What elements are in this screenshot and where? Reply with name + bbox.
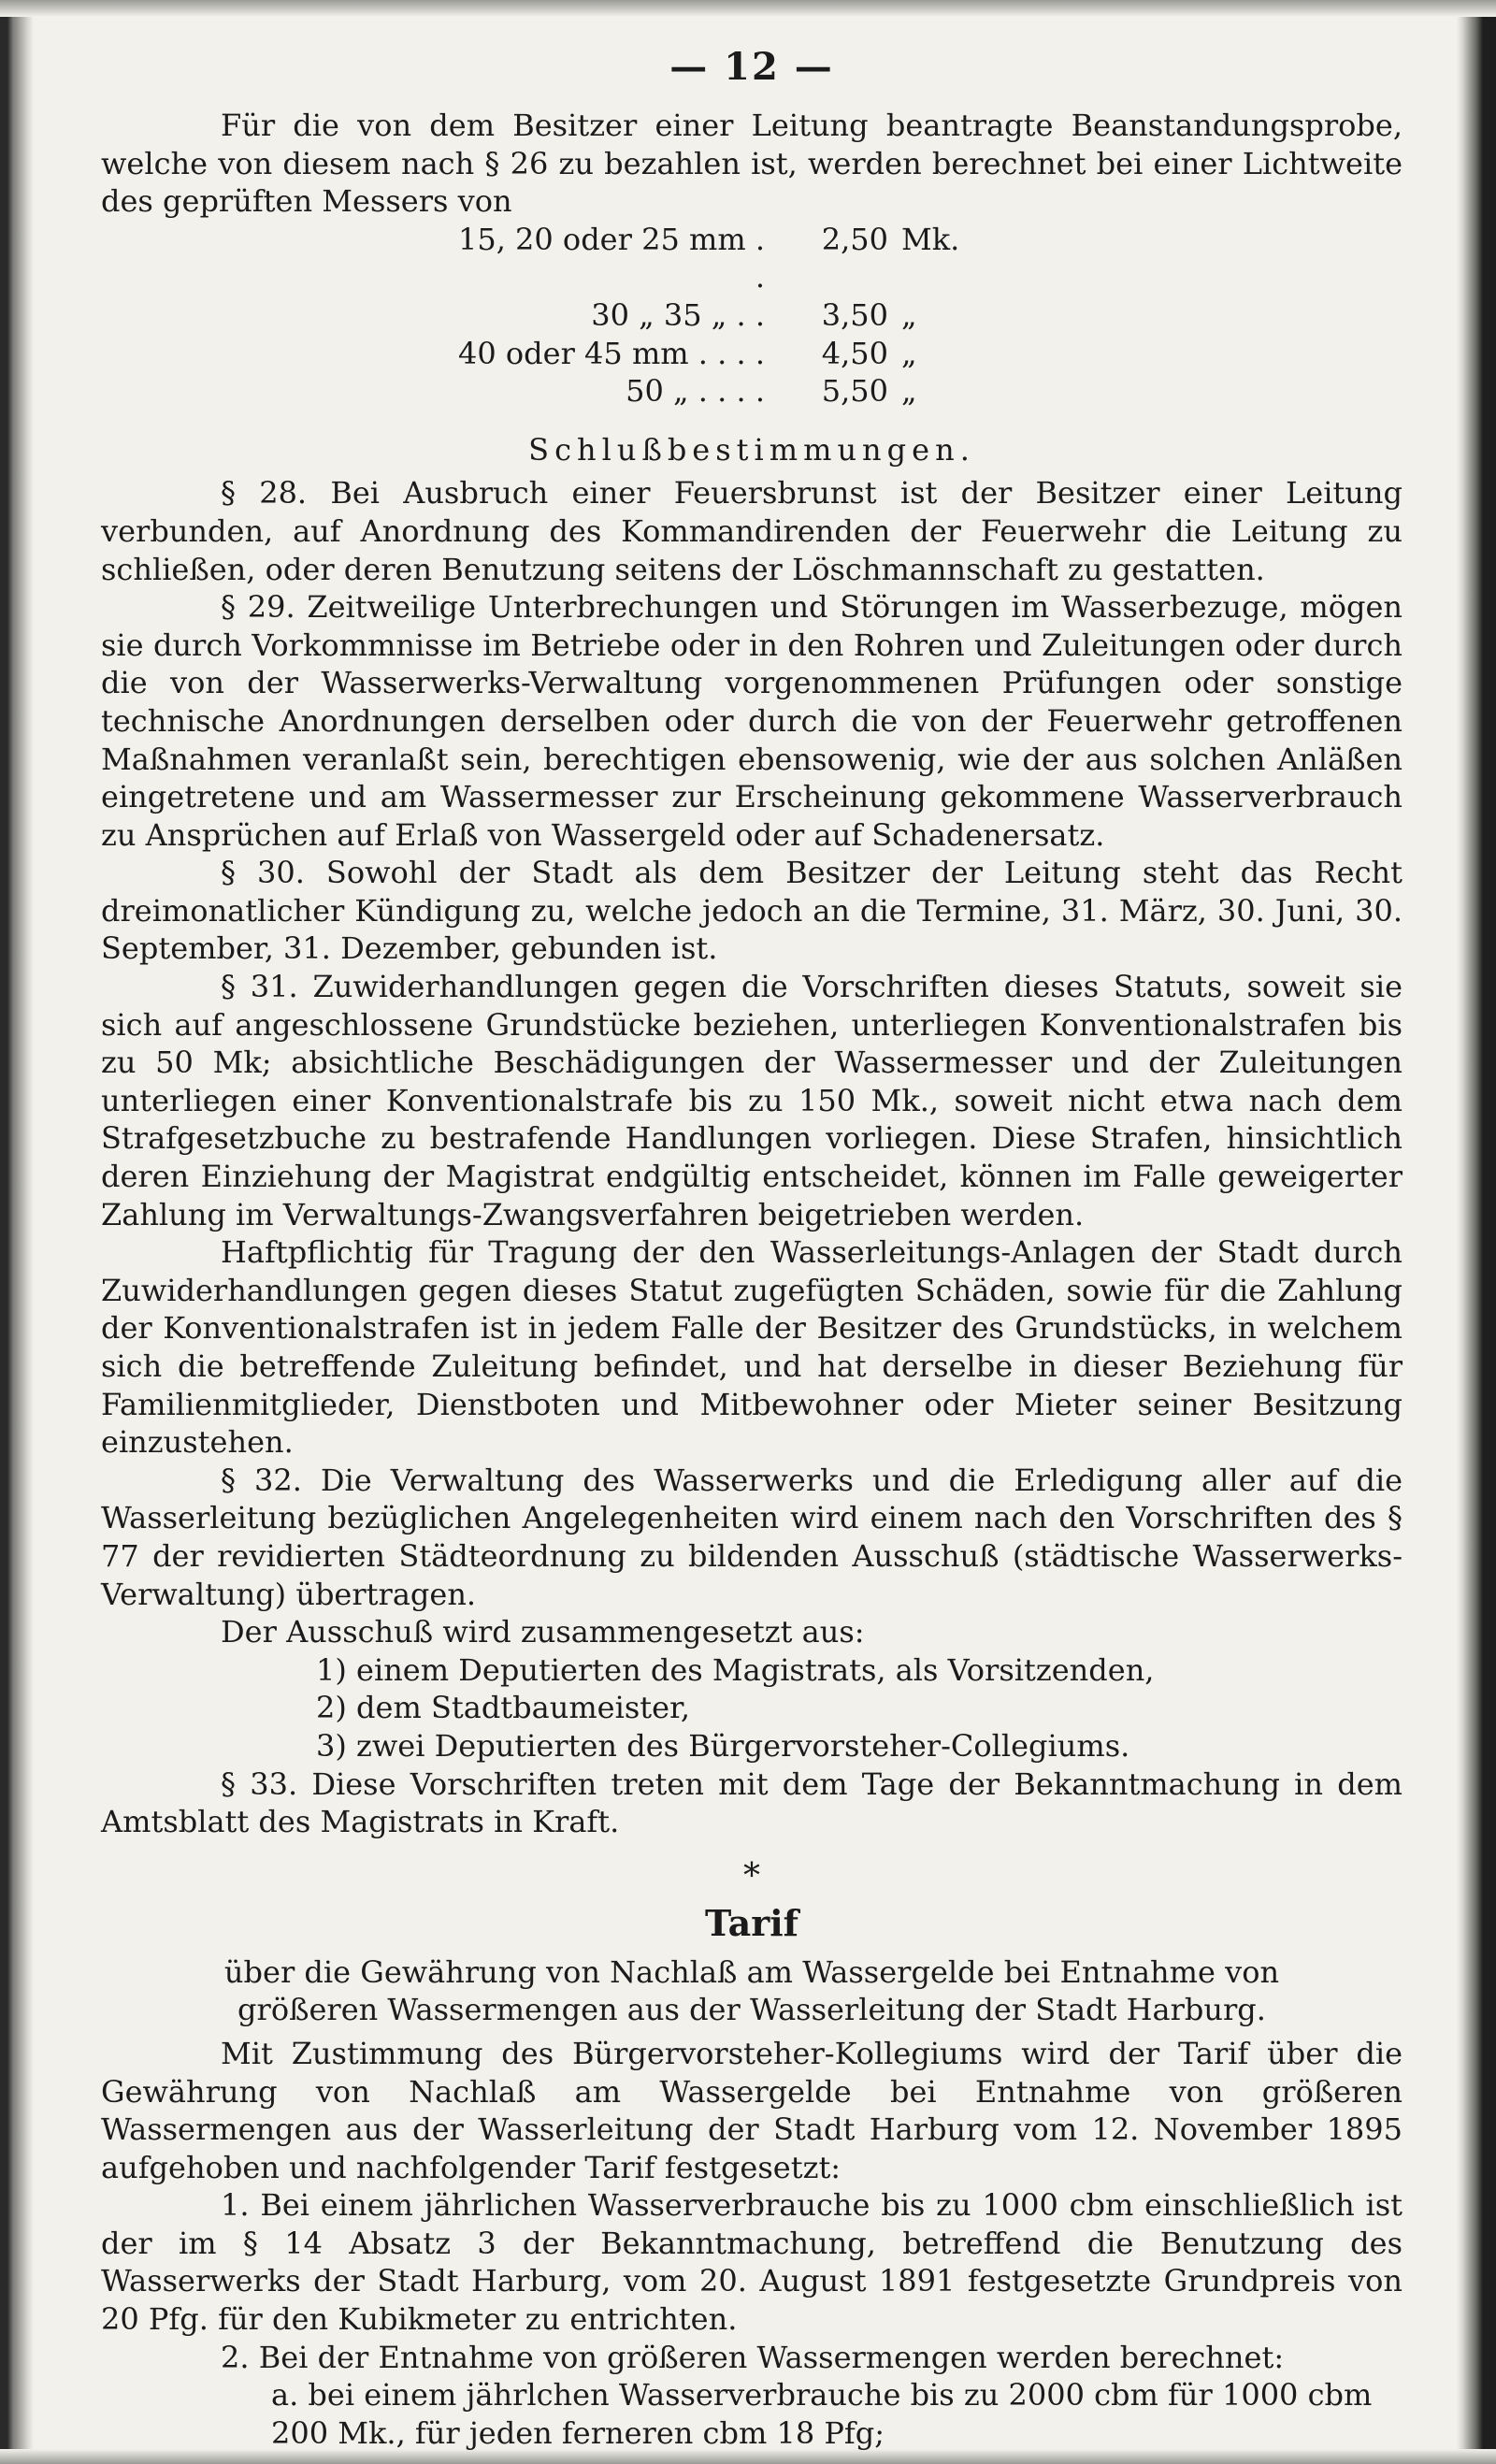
tarif-title: Tarif xyxy=(704,1901,799,1944)
fee-unit: „ xyxy=(901,373,917,410)
committee-list xyxy=(101,1651,1402,1765)
fee-row xyxy=(456,296,959,335)
fee-label: 30 „ 35 „ . . xyxy=(591,296,765,333)
paragraph-30: § 30. Sowohl der Stadt als dem Besitzer der Leitung steht das Recht dreimonatlicher Kündigung zu, welche jedoch an die Termine, 31. März, 30. Juni, 30. September, 31. Dezember, gebunden ist. xyxy=(101,855,1402,967)
tarif-intro: Mit Zustimmung des Bürgervorsteher-Kollegiums wird der Tarif über die Gewährung von Nachlaß am Wassergelde bei Entnahme von größeren Wassermengen aus der Wasserleitung der Stadt Harburg vom 12. November 1895 aufgehoben und nachfolgender Tarif festgesetzt: xyxy=(101,2035,1402,2185)
section-heading-schlussbestimmungen: Schlußbestimmungen. xyxy=(528,431,975,468)
tarif-subtitle: über die Gewährung von Nachlaß am Wassergelde bei Entnahme von größeren Wassermengen aus der Wasserleitung der Stadt Harburg. xyxy=(223,1953,1280,2028)
fee-row xyxy=(456,335,959,373)
tarif-item-2a: a. bei einem jährlchen Wasserverbrauche bis zu 2000 cbm für 1000 cbm xyxy=(271,2377,1373,2414)
paragraph-33: § 33. Diese Vorschriften treten mit dem Tage der Bekanntmachung in dem Amtsblatt des Magistrats in Kraft. xyxy=(101,1765,1402,1840)
fee-unit: „ xyxy=(901,296,917,333)
paragraph-29: § 29. Zeitweilige Unterbrechungen und Störungen im Wasserbezuge, mögen sie durch Vorkommnisse im Betriebe oder in den Rohren und Zuleitungen oder durch die von der Wasserwerks-Verwaltung vorgenommenen Prüfungen oder sonstige technische Anordnungen derselben oder durch die von der Feuerwehr getroffenen Maßnahmen veranlaßt sein, berechtigen ebensowenig, wie der aus solchen Anläßen eingetretene und am Wassermesser zur Erscheinung gekommene Wasserverbrauch zu Ansprüchen auf Erlaß von Wassergeld oder auf Schadenersatz. xyxy=(101,589,1402,853)
fee-table xyxy=(456,221,959,411)
paragraph-32-committee: Der Ausschuß wird zusammengesetzt aus: xyxy=(221,1614,865,1650)
page-content xyxy=(101,37,1402,2452)
page-edge-top xyxy=(0,0,1496,17)
paragraph-28: § 28. Bei Ausbruch einer Feuersbrunst ist der Besitzer einer Leitung verbunden, auf Anordnung des Kommandirenden der Feuerwehr die Leitung zu schließen, oder deren Benutzung seitens der Löschmannschaft zu gestatten. xyxy=(101,475,1402,587)
tarif-item-2: 2. Bei der Entnahme von größeren Wassermengen werden berechnet: xyxy=(221,2339,1285,2375)
fee-intro: Für die von dem Besitzer einer Leitung beantragte Beanstandungsprobe, welche von diesem nach § 26 zu bezahlen ist, werden berechnet bei einer Lichtweite des geprüften Messers von xyxy=(101,108,1402,220)
committee-item: 1) einem Deputierten des Magistrats, als Vorsitzenden, xyxy=(316,1651,1155,1688)
fee-amount: 4,50 xyxy=(821,335,888,371)
fee-row xyxy=(456,372,959,411)
fee-amount: 5,50 xyxy=(821,373,888,410)
fee-unit: „ xyxy=(901,335,917,371)
fee-amount: 2,50 xyxy=(821,221,888,257)
fee-unit: Mk. xyxy=(901,221,960,257)
fee-label: 50 „ . . . . xyxy=(626,373,765,410)
paragraph-31-liability: Haftpflichtig für Tragung der den Wasserleitungs-Anlagen der Stadt durch Zuwiderhandlungen gegen dieses Statut zugefügten Schäden, sowie für die Zahlung der Konventionalstrafen ist in jedem Falle der Besitzer des Grundstücks, in welchem sich die betreffende Zuleitung befindet, und hat derselbe in dieser Beziehung für Familienmitglieder, Dienstboten und Mitbewohner oder Mieter seiner Besitzung einzustehen. xyxy=(101,1234,1402,1461)
section-divider-star: * xyxy=(743,1856,760,1895)
fee-label: 15, 20 oder 25 mm . . xyxy=(457,221,765,295)
fee-row xyxy=(456,221,959,296)
page-number: — 12 — xyxy=(669,45,834,89)
paragraph-32: § 32. Die Verwaltung des Wasserwerks und die Erledigung aller auf die Wasserleitung bezüglichen Angelegenheiten wird einem nach den Vorschriften des § 77 der revidierten Städteordnung zu bildenden Ausschuß (städtische Wasserwerks-Verwaltung) übertragen. xyxy=(101,1462,1402,1612)
committee-item: 3) zwei Deputierten des Bürgervorsteher-Collegiums. xyxy=(316,1727,1130,1764)
fee-label: 40 oder 45 mm . . . . xyxy=(458,335,765,371)
page-edge-left xyxy=(0,0,34,2464)
page-edge-right xyxy=(1457,0,1496,2464)
paragraph-31: § 31. Zuwiderhandlungen gegen die Vorschriften dieses Statuts, soweit sie sich auf angeschlossene Grundstücke beziehen, unterliegen Konventionalstrafen bis zu 50 Mk; absichtliche Beschädigungen der Wassermesser und der Zuleitungen unterliegen einer Konventionalstrafe bis zu 150 Mk., soweit nicht etwa nach dem Strafgesetzbuche zu bestrafende Handlungen vorliegen. Diese Strafen, hinsichtlich deren Einziehung der Magistrat endgültig entscheidet, können im Falle geweigerter Zahlung im Verwaltungs-Zwangsverfahren beigetrieben werden. xyxy=(101,969,1402,1232)
tarif-item-2a-continued: 200 Mk., für jeden ferneren cbm 18 Pfg; xyxy=(271,2414,885,2451)
fee-amount: 3,50 xyxy=(821,296,888,333)
committee-item: 2) dem Stadtbaumeister, xyxy=(316,1690,691,1726)
tarif-item-1: 1. Bei einem jährlichen Wasserverbrauche bis zu 1000 cbm einschließlich ist der im § 14 Absatz 3 der Bekanntmachung, betreffend die Benutzung des Wasserwerks der Stadt Harburg, vom 20. August 1891 festgesetzte Grundpreis von 20 Pfg. für den Kubikmeter zu entrichten. xyxy=(101,2187,1402,2338)
